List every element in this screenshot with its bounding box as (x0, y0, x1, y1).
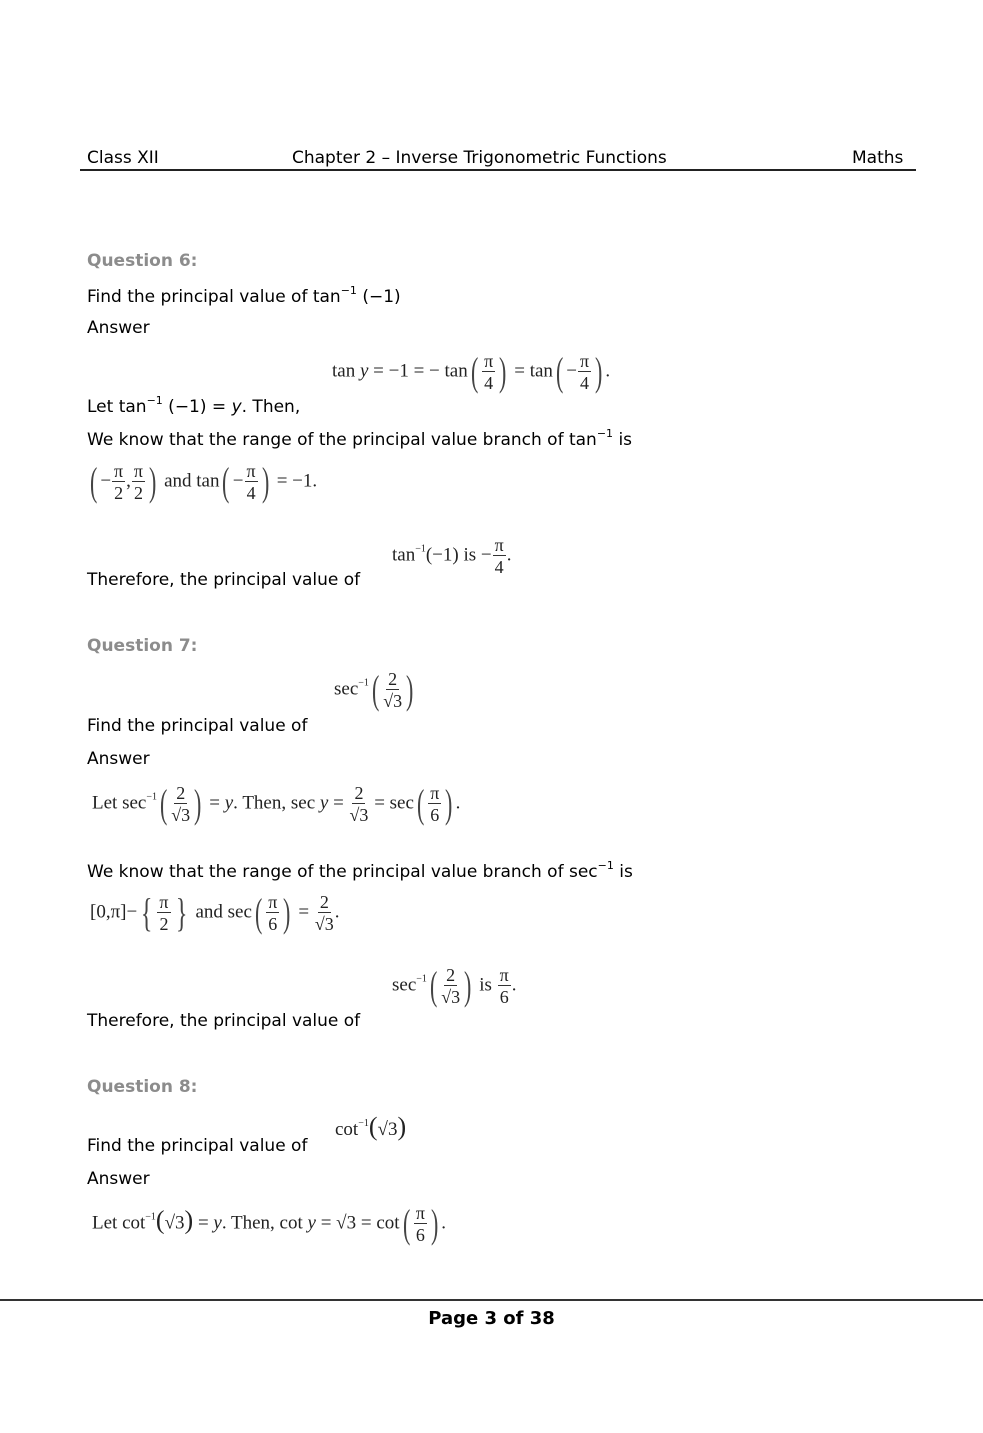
question-8-heading: Question 8: (87, 1077, 198, 1097)
q6-range-text: We know that the range of the principal value branch of $\tan^{-1}$ is (87, 427, 633, 450)
q7-prompt-math: $\sec^{-1}$( $\frac{2}{√3}$ ) (334, 667, 414, 712)
question-6-heading: Question 6: (87, 251, 198, 271)
q7-range-text: We know that the range of the principal value branch of $\sec^{-1}$ is (87, 859, 633, 882)
header-subject: Maths (852, 148, 904, 168)
q6-equation-1: tan y = −1 = − tan( $\frac{\pi}{4}$ ) = tan( − $\frac{\pi}{4}$ ) . (332, 349, 611, 394)
question-7-heading: Question 7: (87, 636, 198, 656)
header-rule (80, 169, 916, 171)
question-6-prompt: Find the principal value of $\tan^{-1} (-1)$ (87, 284, 401, 307)
question-7-prompt: Find the principal value of (87, 716, 308, 736)
question-8-prompt: Find the principal value of (87, 1136, 308, 1156)
footer-rule (0, 1299, 983, 1301)
q7-therefore: Therefore, the principal value of (87, 1011, 361, 1031)
q8-prompt-math: $\cot^{-1}(√3)$ (335, 1112, 407, 1141)
answer-label: Answer (87, 749, 150, 769)
q6-therefore: Therefore, the principal value of (87, 570, 361, 590)
q7-range-math: [0,π]−{ $\frac{\pi}{2}$ } and sec( $\frac{\pi}{6}$ ) = $\frac{2}{√3}$ . (90, 890, 340, 935)
header-chapter: Chapter 2 – Inverse Trigonometric Functions (292, 148, 667, 168)
q7-let-math: Let $\sec^{-1}$( $\frac{2}{√3}$ ) = y. Then, sec y = $\frac{2}{√3}$ = sec( $\frac{\pi}{6}$ ) . (92, 781, 461, 826)
q6-let-statement: Let $\tan^{-1} (-1) = y$. Then, (87, 394, 301, 417)
answer-label: Answer (87, 318, 150, 338)
q8-let-math: Let $\cot^{-1}(√3) = y$. Then, cot y = √3 = cot( $\frac{\pi}{6}$ ) . (92, 1201, 447, 1246)
q6-result-math: $\tan^{-1}(-1)$ is − $\frac{\pi}{4}$ . (392, 535, 512, 577)
q7-result-math: $\sec^{-1}$( $\frac{2}{√3}$ ) is $\frac{\pi}{6}$ . (392, 963, 517, 1008)
header-class: Class XII (87, 148, 159, 168)
page-number: Page 3 of 38 (428, 1308, 555, 1329)
q6-range-math: ( − $\frac{\pi}{2}$ , $\frac{\pi}{2}$ ) and tan( − $\frac{\pi}{4}$ ) = −1. (89, 459, 318, 504)
answer-label: Answer (87, 1169, 150, 1189)
